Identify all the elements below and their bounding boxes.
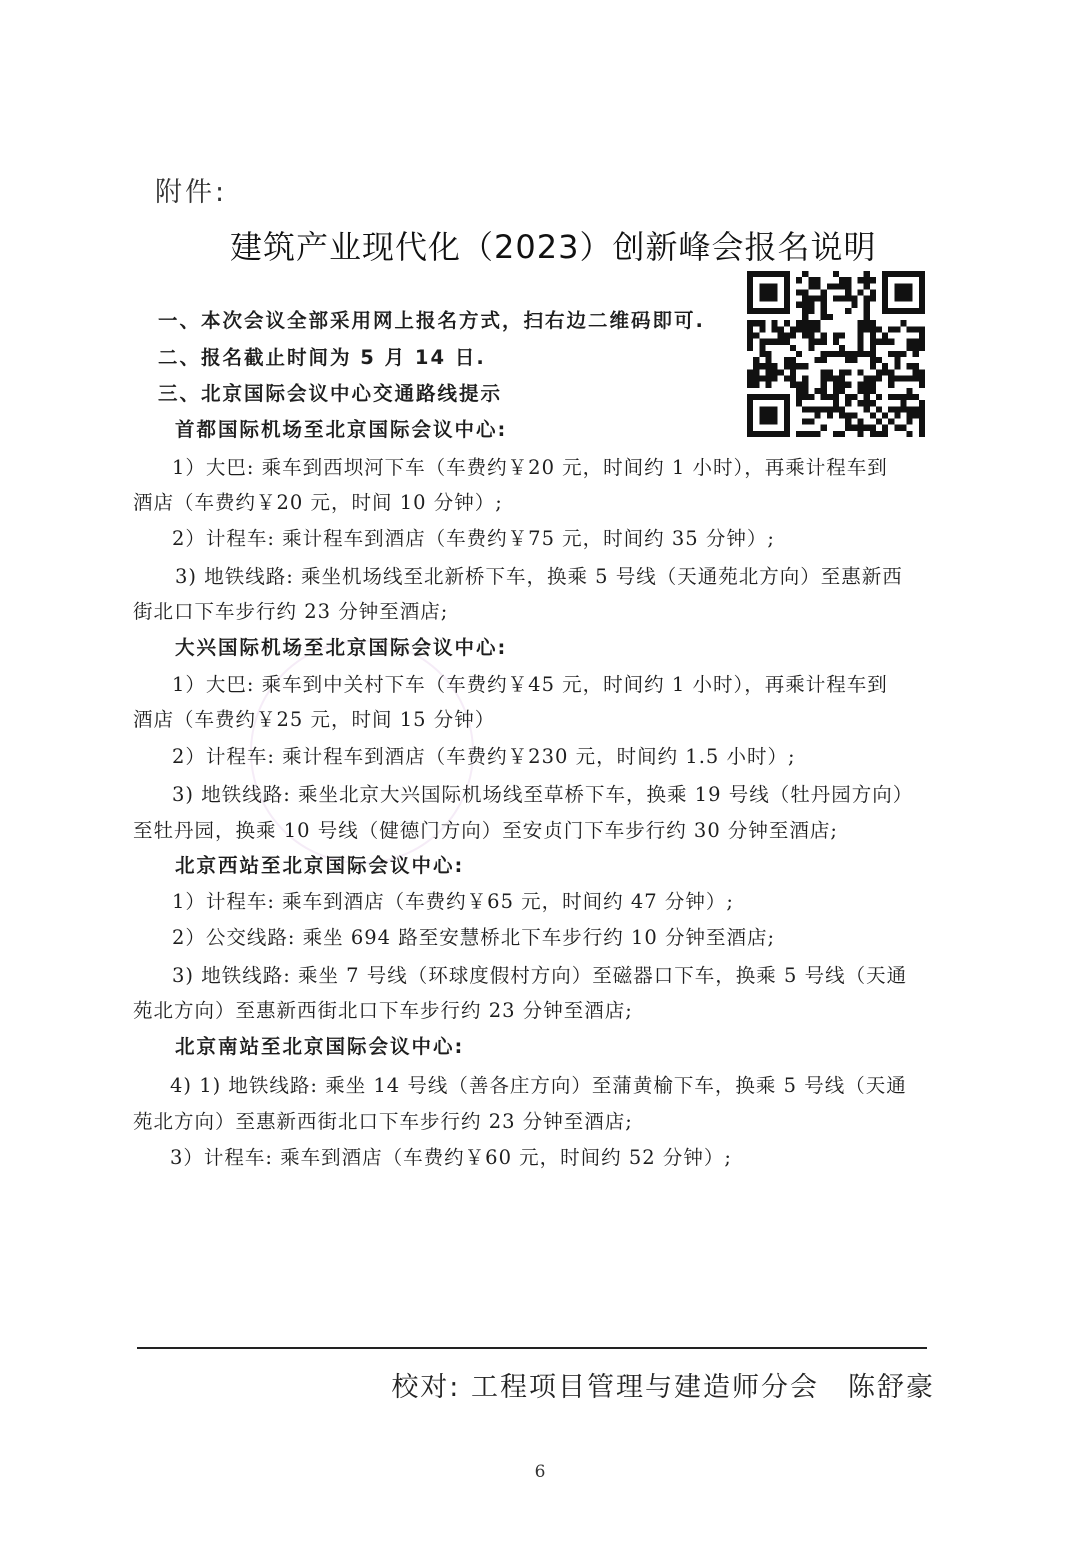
document-title: 建筑产业现代化（2023）创新峰会报名说明 <box>230 228 877 266</box>
text-line: 3) 地铁线路: 乘坐 7 号线（环球度假村方向）至磁器口下车，换乘 5 号线（天通 <box>172 964 908 987</box>
section-heading: 北京西站至北京国际会议中心: <box>175 854 465 877</box>
section-heading: 三、北京国际会议中心交通路线提示 <box>158 382 503 405</box>
section-heading: 大兴国际机场至北京国际会议中心: <box>175 636 508 659</box>
text-line: 3）计程车: 乘车到酒店（车费约￥60 元，时间约 52 分钟）; <box>170 1146 732 1169</box>
section-heading: 二、报名截止时间为 5 月 14 日. <box>158 346 486 369</box>
text-line: 2）公交线路: 乘坐 694 路至安慧桥北下车步行约 10 分钟至酒店; <box>172 926 776 949</box>
section-heading: 北京南站至北京国际会议中心: <box>175 1035 465 1058</box>
text-line: 至牡丹园，换乘 10 号线（健德门方向）至安贞门下车步行约 30 分钟至酒店; <box>133 819 838 842</box>
text-line: 苑北方向）至惠新西街北口下车步行约 23 分钟至酒店; <box>133 999 633 1022</box>
text-line: 1）大巴: 乘车到中关村下车（车费约￥45 元，时间约 1 小时），再乘计程车到 <box>172 673 888 696</box>
section-heading: 首都国际机场至北京国际会议中心: <box>175 418 508 441</box>
text-line: 酒店（车费约￥20 元，时间 10 分钟）; <box>133 491 503 514</box>
text-line: 3) 地铁线路: 乘坐北京大兴国际机场线至草桥下车，换乘 19 号线（牡丹园方向） <box>172 783 914 806</box>
footer-rule <box>137 1347 927 1349</box>
page-number: 6 <box>534 1462 546 1482</box>
text-line: 3) 地铁线路: 乘坐机场线至北新桥下车，换乘 5 号线（天通苑北方向）至惠新西 <box>175 565 903 588</box>
text-line: 苑北方向）至惠新西街北口下车步行约 23 分钟至酒店; <box>133 1110 633 1133</box>
proofreader-signature: 校对: 工程项目管理与建造师分会 陈舒豪 <box>391 1372 935 1403</box>
text-line: 街北口下车步行约 23 分钟至酒店; <box>133 600 449 623</box>
attachment-label: 附件: <box>155 177 228 208</box>
qr-code-image <box>747 271 925 437</box>
section-heading: 一、本次会议全部采用网上报名方式，扫右边二维码即可. <box>158 309 705 332</box>
text-line: 1）大巴: 乘车到西坝河下车（车费约￥20 元，时间约 1 小时），再乘计程车到 <box>172 456 888 479</box>
text-line: 1）计程车: 乘车到酒店（车费约￥65 元，时间约 47 分钟）; <box>172 890 734 913</box>
text-line: 2）计程车: 乘计程车到酒店（车费约￥75 元，时间约 35 分钟）; <box>172 527 775 550</box>
text-line: 2）计程车: 乘计程车到酒店（车费约￥230 元，时间约 1.5 小时）; <box>172 745 796 768</box>
text-line: 4) 1) 地铁线路: 乘坐 14 号线（善各庄方向）至蒲黄榆下车，换乘 5 号线（天通 <box>170 1074 907 1097</box>
text-line: 酒店（车费约￥25 元，时间 15 分钟） <box>133 708 496 731</box>
